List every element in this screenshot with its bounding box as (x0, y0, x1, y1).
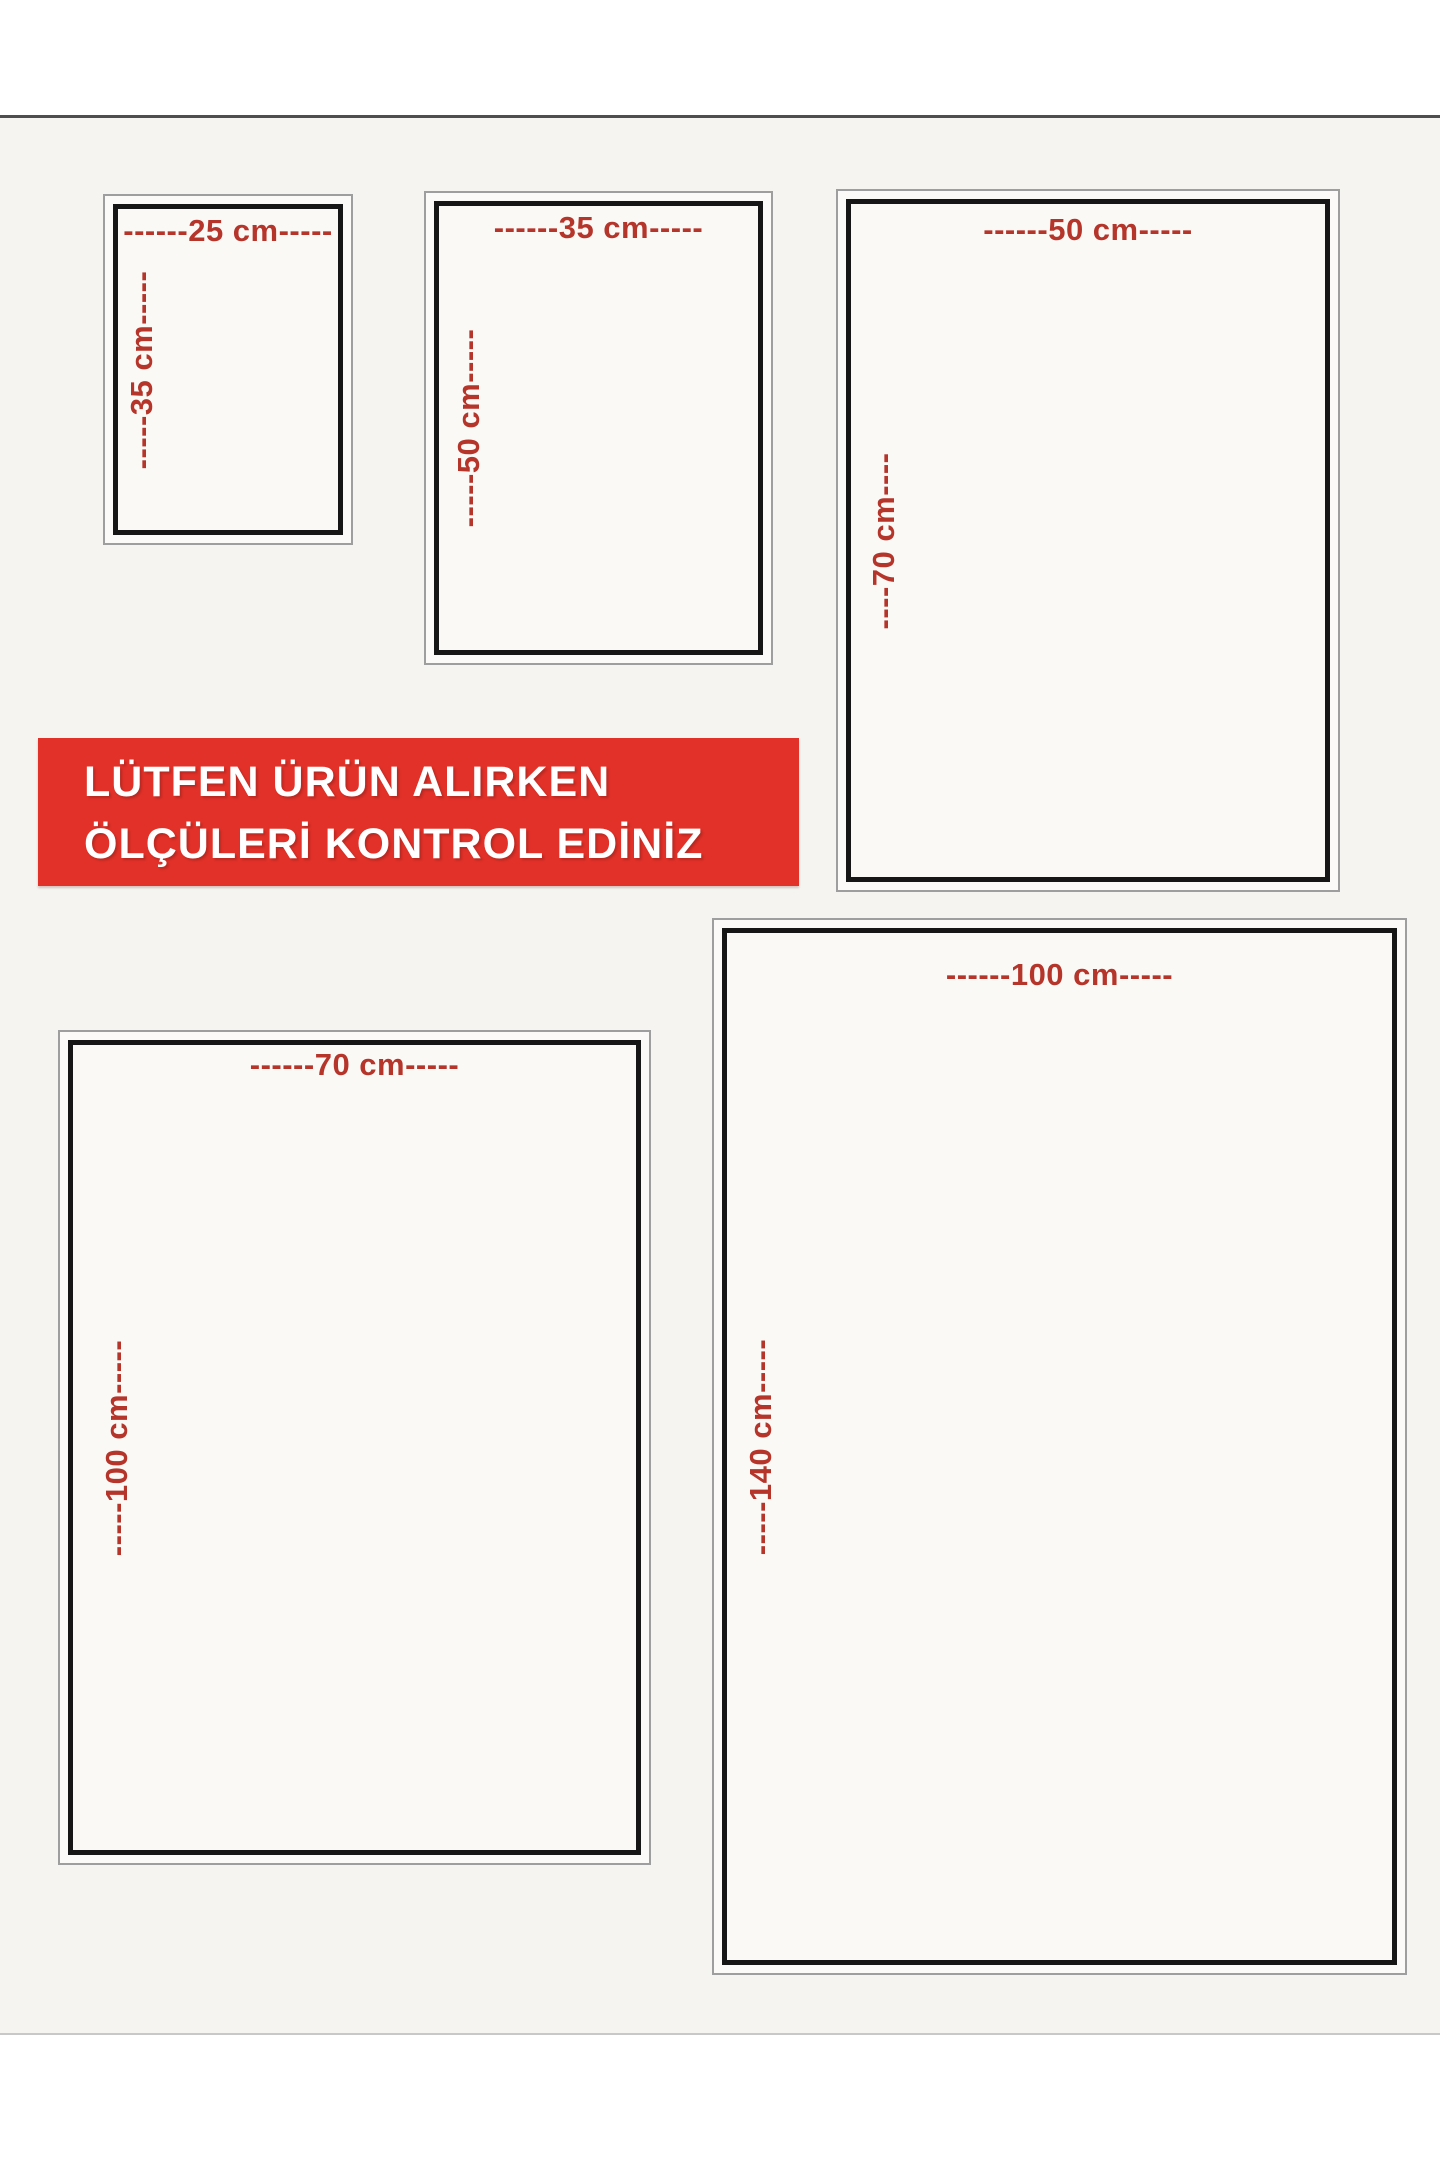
height-label-100cm: -----100 cm----- (99, 1339, 134, 1556)
size-box-35x50 (424, 191, 773, 665)
height-label-35cm: -----35 cm----- (124, 270, 159, 469)
width-label-100cm: ------100 cm----- (945, 957, 1174, 992)
size-box-50x70 (836, 189, 1340, 892)
height-label-140cm: -----140 cm----- (743, 1338, 778, 1555)
height-label-50cm: -----50 cm----- (451, 328, 486, 528)
size-box-70x100 (58, 1030, 651, 1865)
width-label-35cm: ------35 cm----- (493, 210, 704, 245)
height-label-70cm: ----70 cm---- (866, 452, 901, 629)
notice-banner (38, 738, 799, 886)
size-box-50x70-frame (846, 199, 1330, 882)
size-box-25x35 (103, 194, 353, 545)
notice-line-2: ÖLÇÜLERİ KONTROL EDİNİZ (84, 820, 704, 868)
notice-line-1: LÜTFEN ÜRÜN ALIRKEN (84, 758, 611, 806)
size-box-100x140 (712, 918, 1407, 1975)
size-box-70x100-frame (68, 1040, 641, 1855)
size-box-100x140-frame (722, 928, 1397, 1965)
width-label-25cm: ------25 cm----- (123, 213, 333, 248)
width-label-70cm: ------70 cm----- (249, 1047, 460, 1082)
width-label-50cm: ------50 cm----- (983, 212, 1193, 247)
